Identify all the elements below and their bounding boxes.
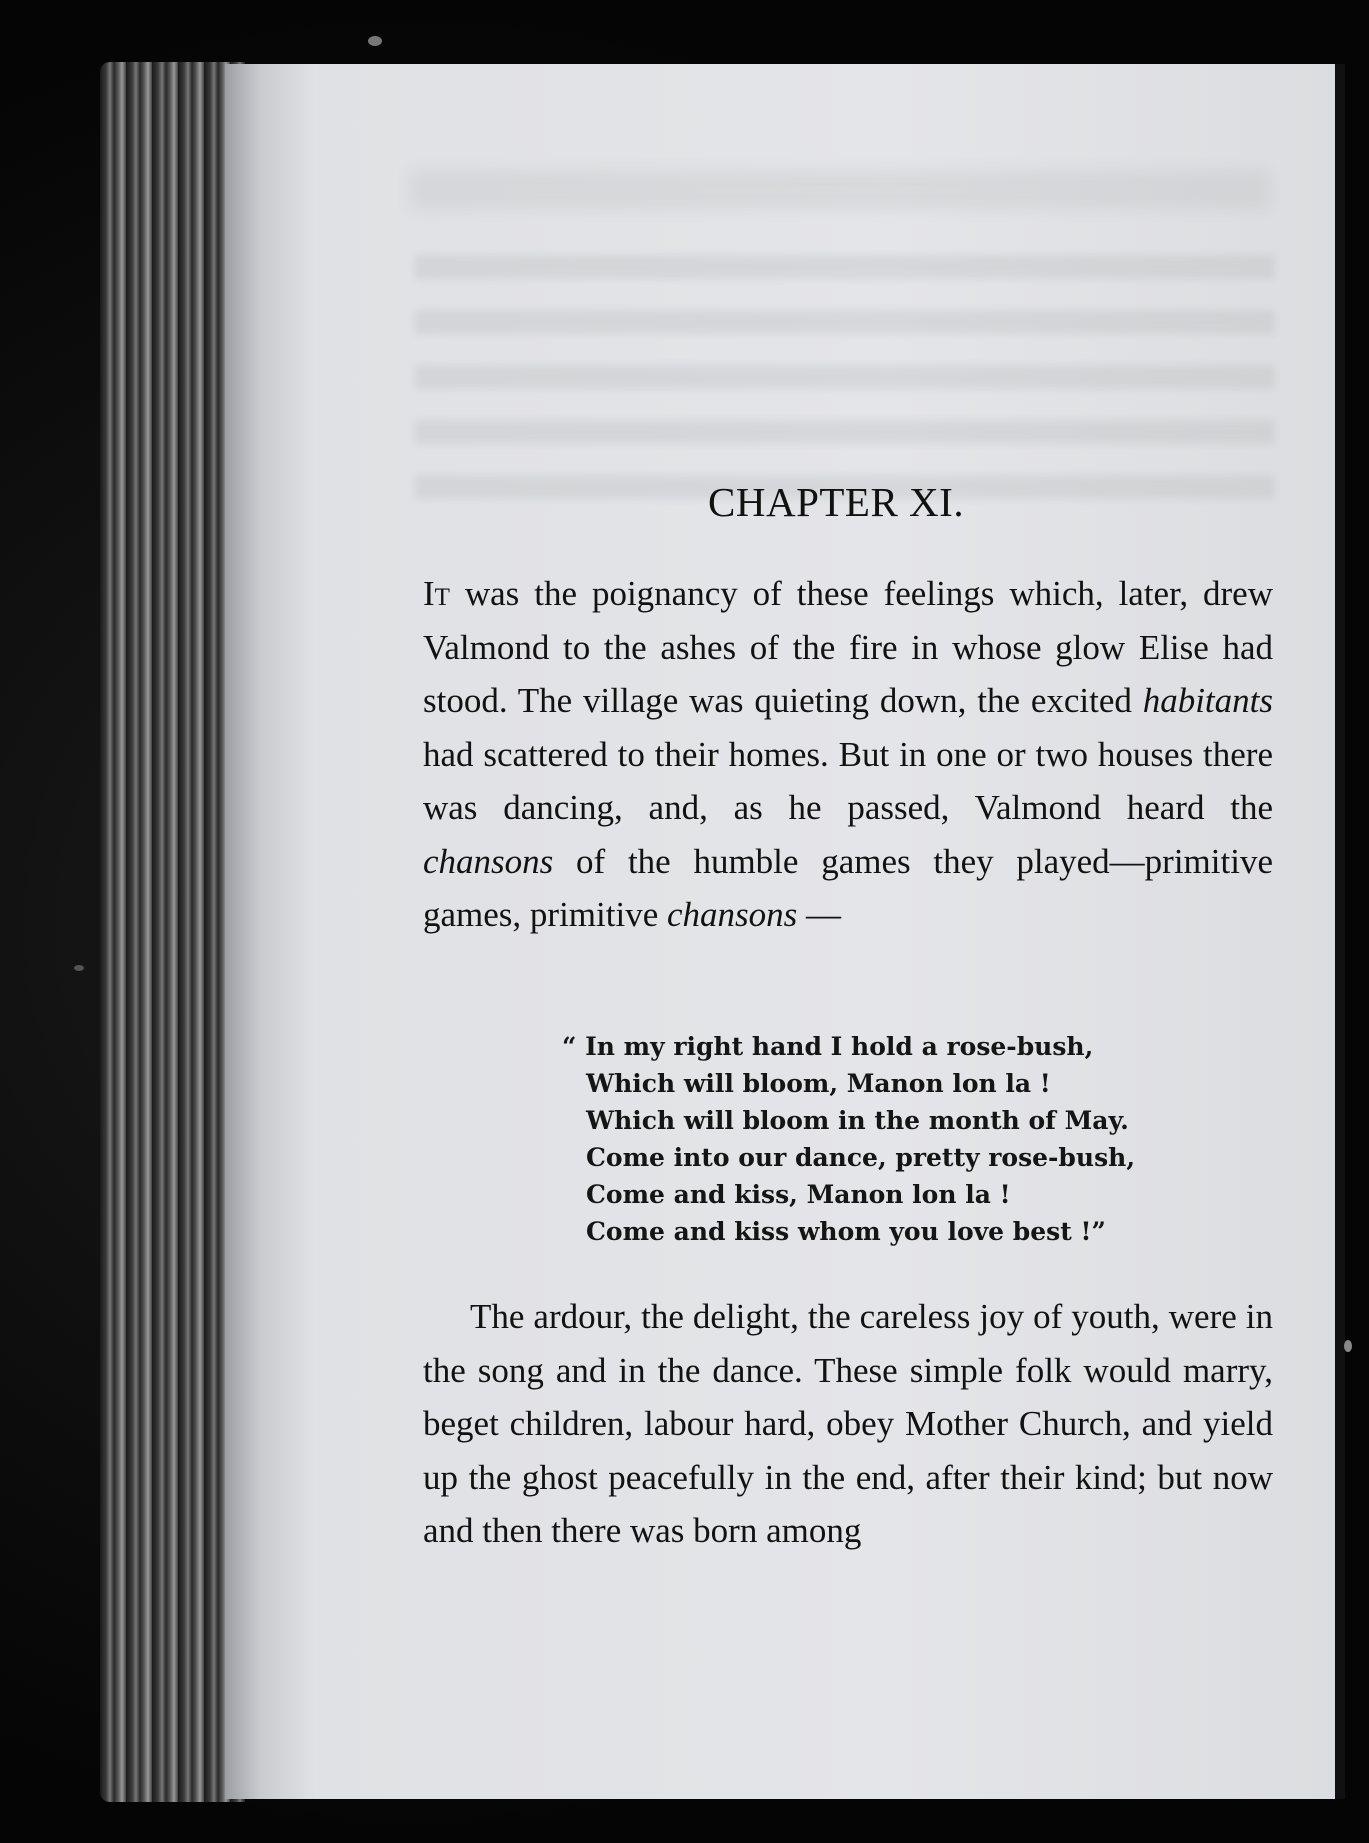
book-page-edges <box>100 62 245 1802</box>
verse-line: Which will bloom in the month of May. <box>586 1106 1129 1135</box>
paragraph-text: of the humble games they played—primitive games, primitive <box>423 841 1273 934</box>
scan-speck <box>1344 1340 1352 1352</box>
paragraph-text: The ardour, the delight, the careless joy of youth, were in the song and in the dance. These simple folk would marry, beget children, labour hard, obey Mother Church, and yield up the ghost peacefully in the end, after their kind; but now and then there was born among <box>423 1297 1273 1550</box>
chapter-heading: CHAPTER XI. <box>708 479 965 525</box>
verse-line: Come and kiss whom you love best !” <box>586 1217 1106 1246</box>
paragraph-second <box>423 1290 1273 1558</box>
bleed-through-header <box>410 170 1270 210</box>
italic-term: habitants <box>1142 681 1273 720</box>
bleed-through-text <box>415 255 1275 505</box>
song-verse <box>562 1028 1182 1250</box>
verse-line: “ In my right hand I hold a rose-bush, <box>562 1032 1094 1061</box>
paragraph-opening <box>423 567 1273 942</box>
italic-term: chansons <box>423 841 554 881</box>
scan-speck <box>74 965 84 971</box>
paragraph-text: was the poignancy of these feelings which, later, drew Valmond to the ashes of the fire in whose glow Elise had stood. The village was quieting down, the excited <box>423 574 1273 720</box>
verse-line: Which will bloom, Manon lon la ! <box>586 1069 1051 1098</box>
verse-line: Come into our dance, pretty rose-bush, <box>586 1143 1136 1172</box>
verse-line: Come and kiss, Manon lon la ! <box>586 1180 1011 1209</box>
drop-word: It <box>423 574 450 613</box>
paragraph-text: had scattered to their homes. But in one or two houses there was dancing, and, as he passed, Valmond heard the <box>423 734 1273 827</box>
italic-term: chansons <box>666 895 798 934</box>
scan-speck <box>368 36 382 46</box>
paragraph-text: — <box>797 895 842 934</box>
